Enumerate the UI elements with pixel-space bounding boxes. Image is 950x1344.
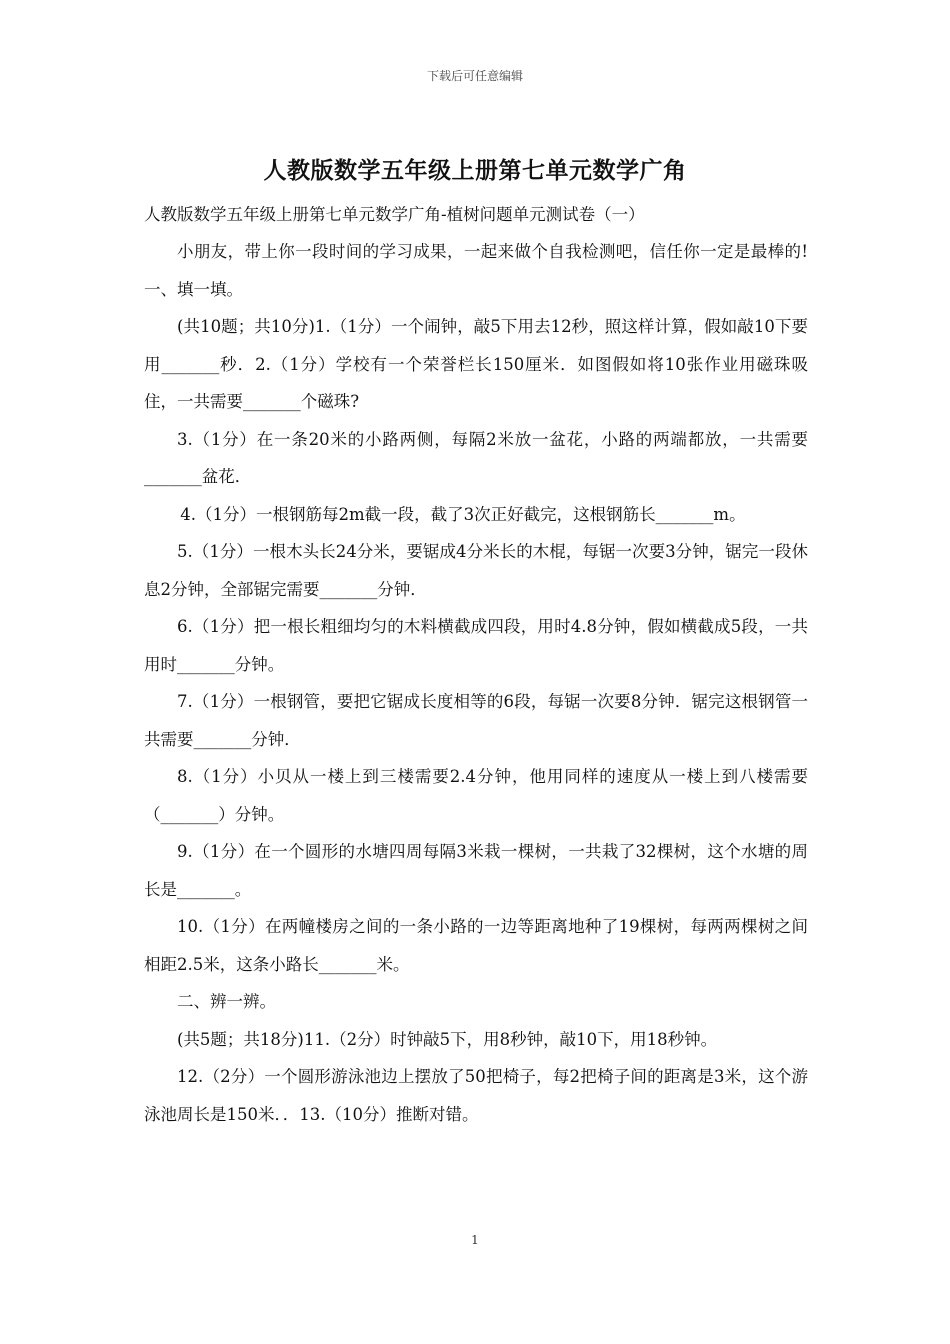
page-number: 1 [471,1233,479,1247]
question-paragraph: 9.（1分）在一个圆形的水塘四周每隔3米栽一棵树，一共栽了32棵树，这个水塘的周长是_______。 [144,842,808,899]
document-subtitle: 人教版数学五年级上册第七单元数学广角-植树问题单元测试卷（一） [144,205,645,224]
question-paragraph: 8.（1分）小贝从一楼上到三楼需要2.4分钟，他用同样的速度从一楼上到八楼需要（_______）分钟。 [144,767,808,824]
question-paragraph: (共10题；共10分)1.（1分）一个闹钟，敲5下用去12秒，照这样计算，假如敲10下要用_______秒．2.（1分）学校有一个荣誉栏长150厘米．如图假如将10张作业用磁珠吸住，一共需要_______个磁珠? [144,317,808,411]
question-paragraph: 10.（1分）在两幢楼房之间的一条小路的一边等距离地种了19棵树，每两两棵树之间相距2.5米，这条小路长_______米。 [144,917,808,974]
question-paragraph: 5.（1分）一根木头长24分米，要锯成4分米长的木棍，每锯一次要3分钟，锯完一段休息2分钟，全部锯完需要_______分钟． [144,542,808,599]
intro-paragraph: 小朋友，带上你一段时间的学习成果，一起来做个自我检测吧，信任你一定是最棒的!一、填一填。 [144,242,808,299]
question-paragraph: 6.（1分）把一根长粗细均匀的木料横截成四段，用时4.8分钟，假如横截成5段，一共用时_______分钟。 [144,617,808,674]
document-body [144,233,808,1133]
question-paragraph: 12.（2分）一个圆形游泳池边上摆放了50把椅子，每2把椅子间的距离是3米，这个游泳池周长是150米．．13.（10分）推断对错。 [144,1067,808,1124]
question-paragraph: 7.（1分）一根钢管，要把它锯成长度相等的6段，每锯一次要8分钟．锯完这根钢管一共需要_______分钟． [144,692,808,749]
header-note: 下载后可任意编辑 [426,69,523,83]
document-title: 人教版数学五年级上册第七单元数学广角 [263,158,687,184]
question-paragraph: (共5题；共18分)11.（2分）时钟敲5下，用8秒钟，敲10下，用18秒钟。 [177,1029,718,1049]
question-paragraph: 4.（1分）一根钢筋每2m截一段，截了3次正好截完，这根钢筋长_______m。 [180,504,746,524]
section-heading: 二、辨一辨。 [177,992,276,1011]
question-paragraph: 3.（1分）在一条20米的小路两侧，每隔2米放一盆花，小路的两端都放，一共需要_______盆花． [144,429,808,486]
